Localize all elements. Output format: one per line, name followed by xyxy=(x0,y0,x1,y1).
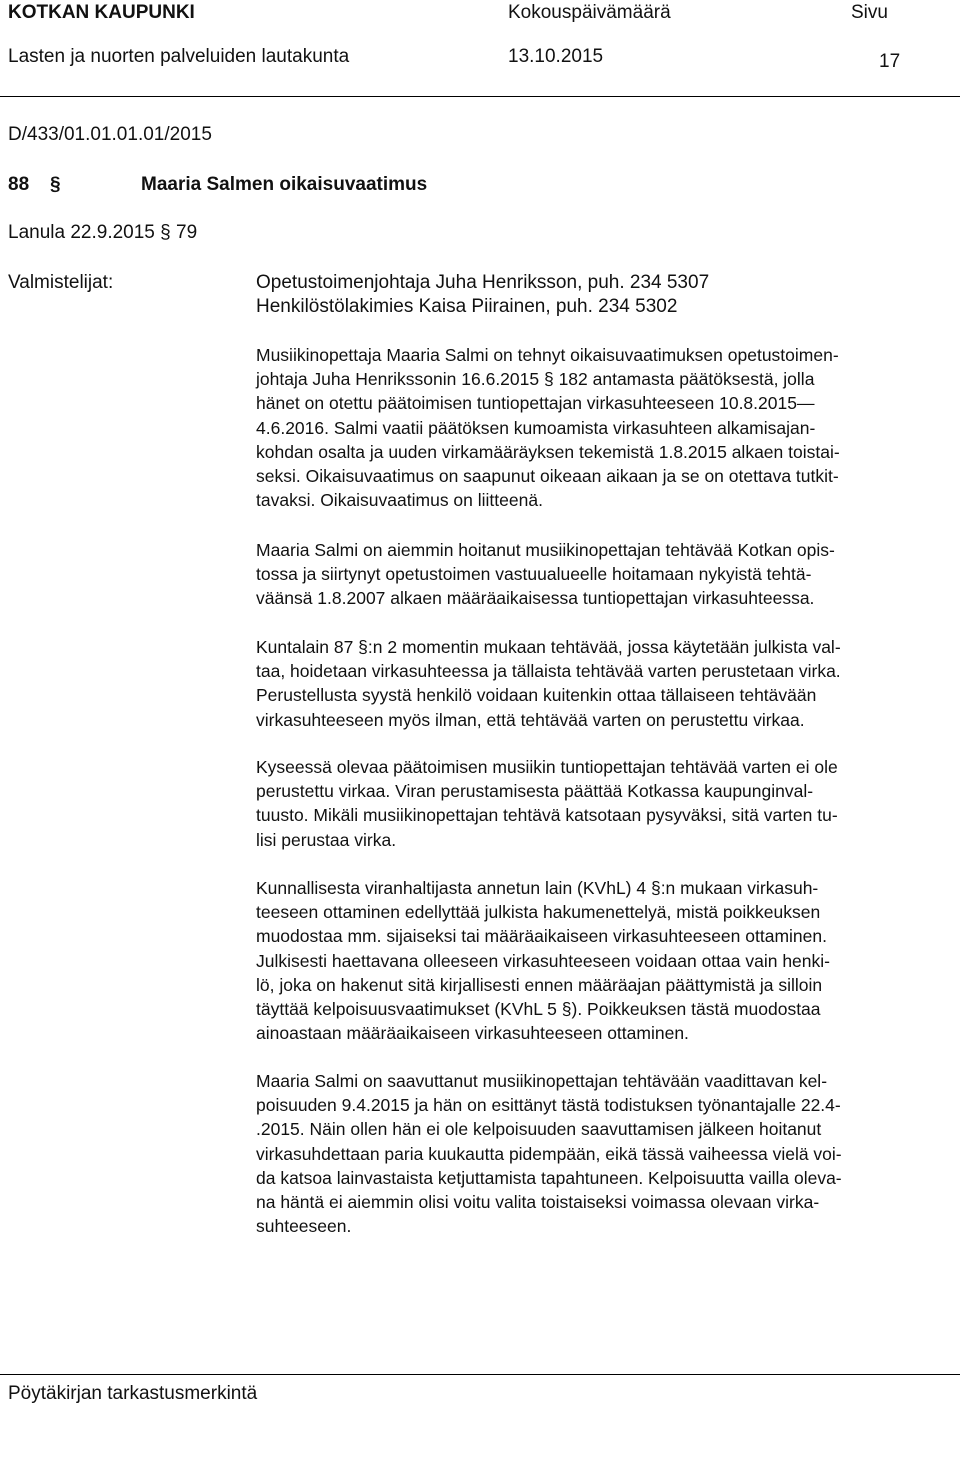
committee-name: Lasten ja nuorten palveluiden lautakunta xyxy=(8,46,350,67)
case-title: Maaria Salmen oikaisuvaatimus xyxy=(141,174,428,195)
text-line: Musiikinopettaja Maaria Salmi on tehnyt oikaisuvaatimuksen opetustoimen- xyxy=(256,345,839,365)
section-symbol: § xyxy=(160,222,171,243)
page-number: 17 xyxy=(879,51,901,72)
diary-number: D/433/01.01.01.01/2015 xyxy=(8,124,212,145)
text-line: lisi perustaa virka. xyxy=(256,829,397,850)
text-line: 4.6.2016. Salmi vaatii päätöksen kumoamista virkasuhteen alkamisajan- xyxy=(256,417,816,438)
text-line: poisuuden 9.4.2015 ja hän on esittänyt tästä todistuksen työnantajalle 22.4- xyxy=(256,1095,841,1116)
organization-name: KOTKAN KAUPUNKI xyxy=(8,2,195,23)
text-line: na häntä ei aiemmin olisi voitu valita toistaiseksi voimassa olevaan virka- xyxy=(256,1192,820,1213)
meeting-date: 13.10.2015 xyxy=(508,46,604,67)
preparers-label: Valmistelijat: xyxy=(8,272,114,293)
text-line: teeseen ottaminen edellyttää julkista hakumenettelyä, mistä poikkeuksen xyxy=(256,902,821,923)
text-line: .2015. Näin ollen hän ei ole kelpoisuuden saavuttamisen jälkeen hoitanut xyxy=(256,1119,822,1140)
paragraph xyxy=(256,876,956,1045)
text-line: Perustellusta syystä henkilö voidaan kuitenkin ottaa tällaiseen tehtävään xyxy=(256,685,817,706)
text-line: Maaria Salmi on aiemmin hoitanut musiikinopettajan tehtävää Kotkan opis- xyxy=(256,540,835,560)
paragraph xyxy=(256,635,956,732)
text-line: Kyseessä olevaa päätoimisen musiikin tuntiopettajan tehtävää varten ei ole xyxy=(256,757,838,777)
header-divider xyxy=(0,96,960,97)
text-line: ainoastaan määräaikaiseen virkasuhteeseen ottaminen. xyxy=(256,1023,689,1044)
paragraph xyxy=(256,538,956,611)
paragraph xyxy=(256,343,956,512)
text-line: tuusto. Mikäli musiikinopettajan tehtävä katsotaan pysyväksi, sitä varten tu- xyxy=(256,805,838,826)
text-line: täyttää kelpoisuusvaatimukset (KVhL 5 §). Poikkeuksen tästä muodostaa xyxy=(256,999,821,1020)
text-line: virkasuhdettaan paria kuukautta pidempään, eikä tässä vaiheessa vielä voi- xyxy=(256,1143,842,1164)
text-line: väänsä 1.8.2007 alkaen määräaikaisessa tuntiopettajan virkasuhteessa. xyxy=(256,588,815,609)
text-line: perustettu virkaa. Viran perustamisesta päättää Kotkassa kaupunginval- xyxy=(256,781,814,802)
text-line: lö, joka on hakenut sitä kirjallisesti ennen määräajan päättymistä ja silloin xyxy=(256,974,823,995)
paragraph xyxy=(256,1069,956,1238)
text-line: Kunnallisesta viranhaltijasta annetun lain (KVhL) 4 §:n mukaan virkasuh- xyxy=(256,878,819,898)
text-line: taa, hoidetaan virkasuhteessa ja tällaista tehtävää varten perustetaan virka. xyxy=(256,661,841,682)
footer-divider xyxy=(0,1374,960,1375)
paragraph xyxy=(256,755,956,852)
text-line: tossa ja siirtynyt opetustoimen vastuualueelle hoitamaan nykyistä tehtä- xyxy=(256,564,812,585)
text-line: muodostaa mm. sijaiseksi tai määräaikaiseen virkasuhteeseen ottaminen. xyxy=(256,926,827,947)
text-line: tavaksi. Oikaisuvaatimus on liitteenä. xyxy=(256,490,543,511)
previous-reference-prefix: Lanula 22.9.2015 xyxy=(8,222,155,243)
meeting-date-label: Kokouspäivämäärä xyxy=(508,2,671,23)
text-line: hänet on otettu päätoimisen tuntiopettajan virkasuhteeseen 10.8.2015— xyxy=(256,393,815,414)
text-line: seksi. Oikaisuvaatimus on saapunut oikeaan aikaan ja se on otettava tutkit- xyxy=(256,466,839,487)
preparer-line: Henkilöstölakimies Kaisa Piirainen, puh. 234 5302 xyxy=(256,296,678,317)
preparer-line: Opetustoimenjohtaja Juha Henriksson, puh. 234 5307 xyxy=(256,272,710,293)
page-label: Sivu xyxy=(851,2,888,23)
text-line: da katsoa lainvastaista ketjuttamista tapahtuneen. Kelpoisuutta vailla oleva- xyxy=(256,1167,842,1188)
text-line: Julkisesti haettavana olleeseen virkasuhteeseen voidaan ottaa vain henki- xyxy=(256,950,830,971)
item-number: 88 xyxy=(8,174,30,195)
review-mark-label: Pöytäkirjan tarkastusmerkintä xyxy=(8,1383,258,1404)
previous-reference-number: 79 xyxy=(176,222,198,243)
text-line: kohdan osalta ja uuden virkamääräyksen tekemistä 1.8.2015 alkaen toistai- xyxy=(256,441,840,462)
text-line: Maaria Salmi on saavuttanut musiikinopettajan tehtävään vaadittavan kel- xyxy=(256,1071,828,1091)
previous-reference xyxy=(8,222,197,244)
text-line: suhteeseen. xyxy=(256,1216,352,1237)
text-line: virkasuhteeseen myös ilman, että tehtävää varten on perustettu virkaa. xyxy=(256,709,805,730)
section-symbol: § xyxy=(50,174,61,195)
text-line: Kuntalain 87 §:n 2 momentin mukaan tehtävää, jossa käytetään julkista val- xyxy=(256,637,841,657)
text-line: johtaja Juha Henrikssonin 16.6.2015 § 182 antamasta päätöksestä, jolla xyxy=(256,369,815,390)
